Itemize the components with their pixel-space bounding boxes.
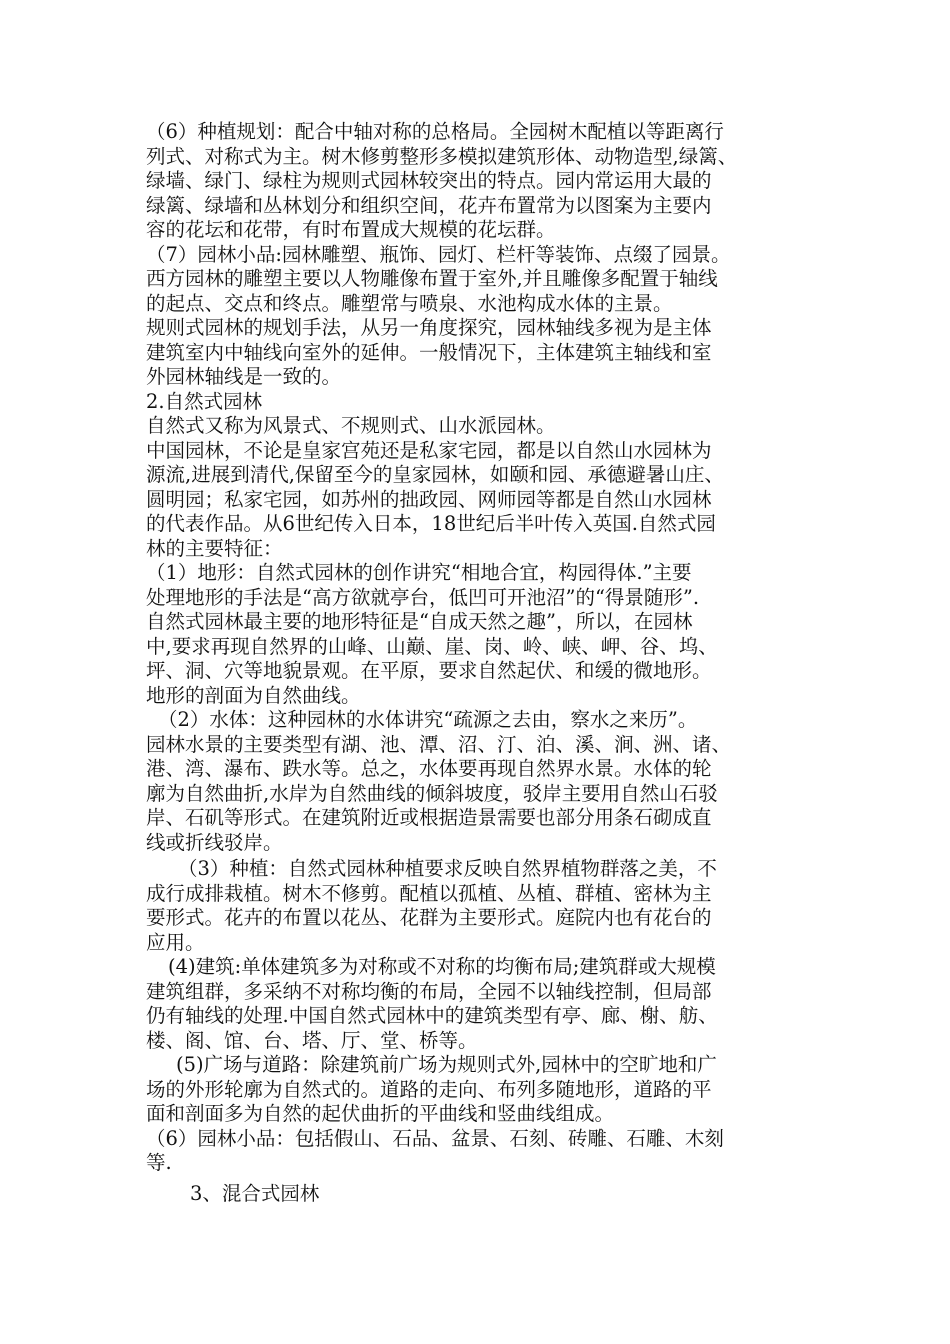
text-line: （6）种植规划：配合中轴对称的总格局。全园树木配植以等距离行 — [146, 120, 724, 143]
text-line: 规则式园林的规划手法，从另一角度探究，园林轴线多视为是主体 — [146, 316, 712, 339]
text-line: 等. — [146, 1151, 172, 1174]
text-line: 面和剖面多为自然的起伏曲折的平曲线和竖曲线组成。 — [146, 1102, 615, 1125]
text-line: 容的花坛和花带，有时布置成大规模的花坛群。 — [146, 218, 556, 241]
text-line: （1）地形：自然式园林的创作讲究“相地合宜，构园得体.”主要 — [146, 561, 692, 584]
text-line: 成行成排栽植。树木不修剪。配植以孤植、丛植、群植、密林为主 — [146, 881, 712, 905]
section-heading: 2.自然式园林 — [146, 389, 263, 413]
text-line: 中,要求再现自然界的山峰、山巅、崖、岗、岭、峡、岬、谷、坞、 — [146, 634, 718, 658]
text-line: 外园林轴线是一致的。 — [146, 365, 342, 388]
text-line: 建筑室内中轴线向室外的延伸。一般情况下，主体建筑主轴线和室 — [146, 340, 712, 364]
text-line: 中国园林，不论是皇家宫苑还是私家宅园，都是以自然山水园林为 — [146, 438, 712, 462]
text-line: 要形式。花卉的布置以花丛、花群为主要形式。庭院内也有花台的 — [146, 906, 712, 929]
text-line: 自然式园林最主要的地形特征是“自成天然之趣”，所以，在园林 — [146, 610, 693, 633]
text-line: 岸、石矶等形式。在建筑附近或根据造景需要也部分用条石砌成直 — [146, 806, 712, 829]
text-line: 自然式又称为风景式、不规则式、山水派园林。 — [146, 414, 556, 437]
text-line: 应用。 — [146, 930, 205, 954]
text-line: 绿篱、绿墙和丛林划分和组织空间，花卉布置常为以图案为主要内 — [146, 193, 712, 217]
section-heading: 3、混合式园林 — [190, 1181, 320, 1205]
text-line: 的起点、交点和终点。雕塑常与喷泉、水池构成水体的主景。 — [146, 291, 673, 315]
text-line: 林的主要特征： — [146, 536, 283, 560]
text-line: 列式、对称式为主。树木修剪整形多模拟建筑形体、动物造型,绿篱、 — [146, 144, 738, 168]
text-line: 线或折线驳岸。 — [146, 830, 283, 854]
text-line: 地形的剖面为自然曲线。 — [146, 683, 361, 707]
text-line: 西方园林的雕塑主要以人物雕像布置于室外,并且雕像多配置于轴线 — [146, 267, 718, 290]
text-line: 楼、阁、馆、台、塔、厅、堂、桥等。 — [146, 1028, 478, 1052]
text-line: 建筑组群，多采纳不对称均衡的布局，全园不以轴线控制，但局部 — [146, 979, 712, 1003]
text-line: 源流,进展到清代,保留至今的皇家园林，如颐和园、承德避暑山庄、 — [146, 463, 724, 486]
text-line: 场的外形轮廓为自然式的。道路的走向、布列多随地形，道路的平 — [146, 1077, 712, 1101]
text-line: （2）水体：这种园林的水体讲究“疏源之去由，察水之来历”。 — [158, 708, 698, 731]
text-line: 仍有轴线的处理.中国自然式园林中的建筑类型有亭、廊、榭、舫、 — [146, 1004, 718, 1027]
text-line: 绿墙、绿门、绿柱为规则式园林较突出的特点。园内常运用大最的 — [146, 169, 712, 192]
text-line: (5)广场与道路：除建筑前广场为规则式外,园林中的空旷地和广 — [176, 1053, 717, 1076]
text-line: （7）园林小品:园林雕塑、瓶饰、园灯、栏杆等装饰、点缀了园景。 — [146, 242, 731, 266]
text-line: 坪、洞、穴等地貌景观。在平原，要求自然起伏、和缓的微地形。 — [146, 659, 712, 682]
text-line: （3）种植：自然式园林种植要求反映自然界植物群落之美，不 — [178, 857, 717, 880]
text-line: (4)建筑:单体建筑多为对称或不对称的均衡布局;建筑群或大规模 — [168, 955, 716, 978]
text-line: 处理地形的手法是“高方欲就亭台，低凹可开池沼”的“得景随形”. — [146, 585, 700, 609]
document-body — [146, 120, 816, 1206]
text-line: 港、湾、瀑布、跌水等。总之，水体要再现自然界水景。水体的轮 — [146, 757, 712, 780]
text-line: 的代表作品。从6世纪传入日本，18世纪后半叶传入英国.自然式园 — [146, 512, 716, 535]
text-line: 园林水景的主要类型有湖、池、潭、沼、汀、泊、溪、涧、洲、诸、 — [146, 732, 732, 756]
text-line: （6）园林小品：包括假山、石品、盆景、石刻、砖雕、石雕、木刻 — [146, 1126, 724, 1150]
text-line: 圆明园；私家宅园，如苏州的拙政园、网师园等都是自然山水园林 — [146, 487, 712, 511]
text-line: 廓为自然曲折,水岸为自然曲线的倾斜坡度，驳岸主要用自然山石驳 — [146, 781, 718, 805]
